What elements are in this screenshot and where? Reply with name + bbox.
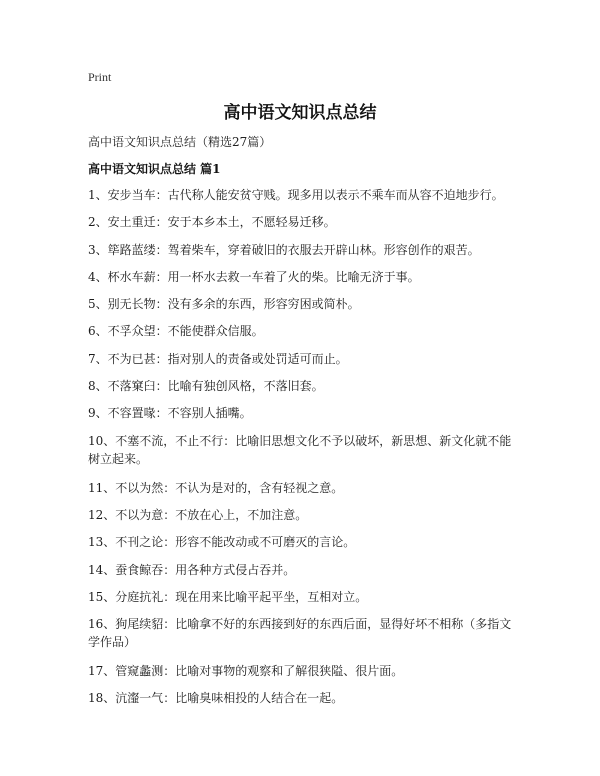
list-item: 1、安步当车：古代称人能安贫守贱。现多用以表示不乘车而从容不迫地步行。 — [88, 188, 504, 202]
list-item: 11、不以为然：不认为是对的，含有轻视之意。 — [88, 480, 344, 495]
list-item: 15、分庭抗礼：现在用来比喻平起平坐，互相对立。 — [88, 589, 368, 604]
list-item: 5、别无长物：没有多余的东西，形容穷困或简朴。 — [88, 297, 360, 312]
list-item: 13、不刊之论：形容不能改动或不可磨灭的言论。 — [88, 535, 356, 550]
list-item: 7、不为已甚：指对别人的责备或处罚适可而止。 — [88, 351, 348, 366]
list-item: 2、安土重迁：安于本乡本土，不愿轻易迁移。 — [88, 215, 336, 230]
list-item: 4、杯水车薪：用一杯水去救一车着了火的柴。比喻无济于事。 — [88, 269, 420, 284]
page-title: 高中语文知识点总结 — [223, 103, 377, 123]
list-item: 6、不孚众望：不能使群众信服。 — [88, 324, 264, 339]
list-item: 3、筚路蓝缕：驾着柴车，穿着破旧的衣服去开辟山林。形容创作的艰苦。 — [88, 242, 480, 257]
idiom-list — [88, 186, 518, 717]
list-item: 14、蚕食鲸吞：用各种方式侵占吞并。 — [88, 562, 296, 577]
list-item: 9、不容置喙：不容别人插嘴。 — [88, 406, 252, 421]
section-heading: 高中语文知识点总结 篇1 — [88, 162, 221, 176]
list-item: 8、不落窠臼：比喻有独创风格，不落旧套。 — [88, 379, 324, 394]
list-item: 16、狗尾续貂：比喻拿不好的东西接到好的东西后面，显得好坏不相称（多指文学作品） — [88, 617, 512, 650]
list-item: 17、管窥蠡测：比喻对事物的观察和了解很狭隘、很片面。 — [88, 664, 404, 679]
list-item: 18、沆瀣一气：比喻臭味相投的人结合在一起。 — [88, 691, 344, 706]
list-item: 12、不以为意：不放在心上，不加注意。 — [88, 507, 308, 522]
print-label[interactable]: Print — [88, 70, 112, 84]
list-item: 10、不塞不流，不止不行：比喻旧思想文化不予以破坏，新思想、新文化就不能树立起来。 — [88, 433, 512, 466]
document-subtitle: 高中语文知识点总结（精选27篇） — [88, 135, 272, 149]
